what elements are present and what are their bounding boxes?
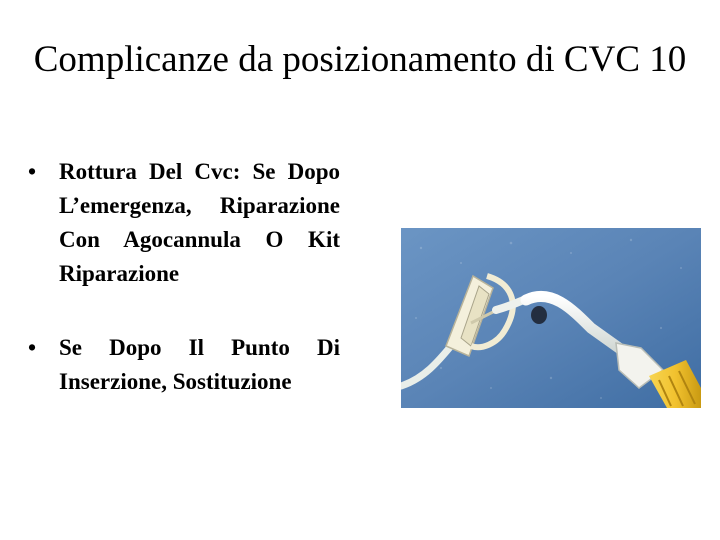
slide-title: Complicanze da posizionamento di CVC 10	[33, 39, 687, 80]
bullet-item	[28, 331, 340, 399]
catheter-photo	[401, 228, 701, 408]
bullet-text: Rottura Del Cvc: Se Dopo L’emergenza, Riparazione Con Agocannula O Kit Riparazione	[59, 159, 340, 286]
bullet-text: Se Dopo Il Punto Di Inserzione, Sostituzione	[59, 335, 340, 394]
bullet-list	[28, 155, 340, 399]
bullet-icon: •	[28, 159, 37, 184]
bullet-icon: •	[28, 335, 37, 360]
bullet-item	[28, 155, 340, 291]
shadow	[531, 306, 547, 324]
